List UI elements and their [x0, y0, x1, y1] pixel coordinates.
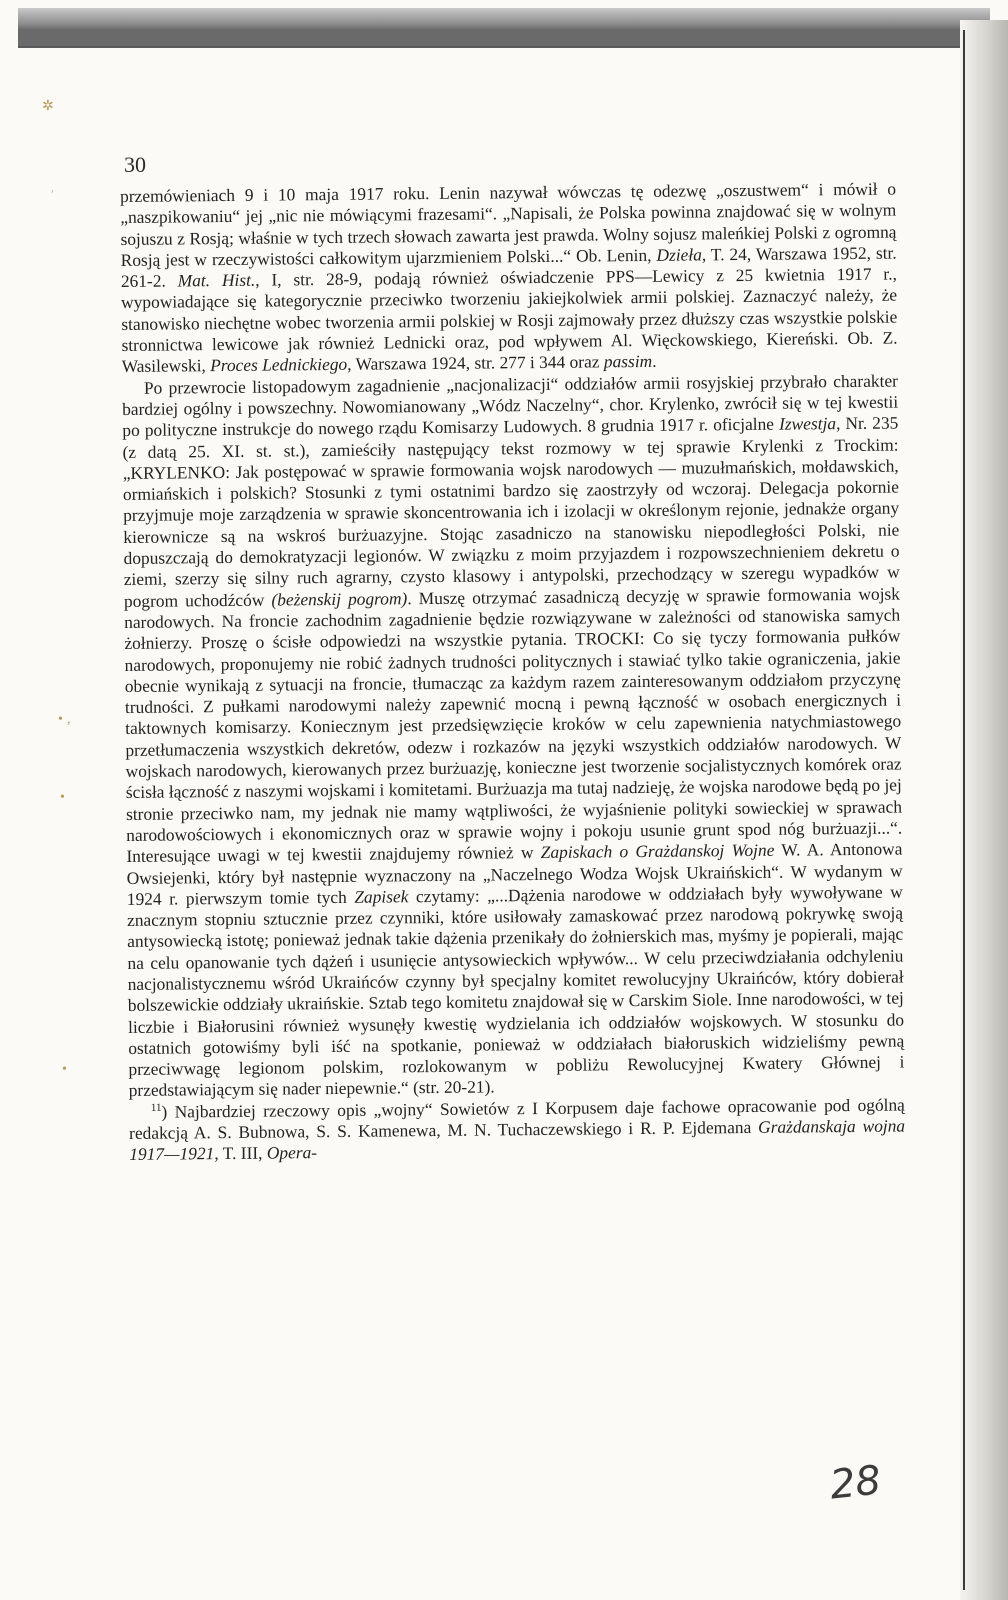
text-segment: czytamy: „...Dążenia narodowe w oddziałach były wywoływane w znacznym stopniu sztucznie przez czynniki, które usiłowały zamaskować przez narodową pokrywkę swoją antysowiecką istotę; ponieważ jednak takie dążenia przenikały do żołnierskich mas, myśmy je popierali, mając na celu opanowanie tych dążeń i usunięcie antysowieckich wpływów... W celu przeciwdziałania odchyleniu nacjonalistycznemu wśród Ukraińców czynny był specjalny komitet rewolucyjny Ukraińców, który dobierał bolszewickie oddziały ukraińskie. Sztab tego komitetu znajdował się w Carskim Siole. Inne narodowości, w tej liczbie i Białorusini również wysunęły kwestię wydzielania ich oddziałów wojskowych. W stosunku do ostatnich gotowiśmy byli iść na spotkanie, ponieważ w oddziałach białoruskich widzieliśmy pewną przeciwwagę legionom polskim, rozlokowanym w pobliżu Rewolucyjnej Kwatery Głównej i przedstawiającym się nader niepewnie.“ (str. 20-21). — [126, 881, 905, 1101]
scan-speck: ˒ — [50, 182, 55, 197]
italic-text: passim — [603, 351, 653, 372]
scan-speck: • — [60, 790, 65, 805]
footnote-paragraph — [129, 1094, 906, 1165]
footnote-marker: 11 — [150, 1101, 162, 1114]
italic-text: Proces Lednickiego — [210, 354, 348, 376]
italic-text: Dzieła — [656, 244, 702, 265]
scan-speck: • ‚ — [58, 712, 72, 727]
italic-text: Zapiskach o Grażdanskoj Wojne — [540, 839, 775, 863]
text-segment: , T. III, — [214, 1142, 267, 1164]
italic-text: Grażdanskaja wojna 1917—1921 — [129, 1115, 906, 1165]
text-segment: . — [652, 351, 657, 372]
italic-text: (beżenskij pogrom) — [271, 587, 408, 610]
italic-text: Zapisek — [354, 886, 409, 907]
page-number: 30 — [124, 152, 146, 177]
text-segment: , I, str. 28-9, podają również oświadczenie PPS—Lewicy z 25 kwietnia 1917 r., wypowiadające się kategorycznie przeciwko tworzeniu jakiejkolwiek armii polskiej. Zaznaczyć należy, że stanowisko niechętne wobec tworzenia armii polskiej w Rosji zajmowały przez dłuższy czas wszystkie polskie stronnictwa lewicowe jak również Lednicki oraz, pod wpływem Al. Więckowskiego, Kiereński. Ob. Z. Wasilewski, — [121, 263, 898, 377]
text-segment: , T. 24, Warszawa 1952, str. 261-2. — [120, 242, 897, 292]
text-segment: przemówieniach 9 i 10 maja 1917 roku. Lenin nazywał wówczas tę odezwę „oszustwem“ i mówił o „naszpikowaniu“ jej „nic nie mówiącymi frazesami“. „Napisali, że Polska powinna znajdować się w wolnym sojuszu z Rosją; właśnie w tych trzech słowach zawarta jest prawda. Wolny sojusz maleńkiej Polski z ogromną Rosją jest w rzeczywistości całkowitym ujarzmieniem Polski...“ Ob. Lenin, — [120, 178, 897, 270]
text-segment: W. A. Antonowa Owsiejenki, który był następnie wyznaczony na „Naczelnego Wodza Wojsk Ukraińskich“. W wydanym w 1924 r. pierwszym tomie tych — [126, 838, 903, 909]
text-segment: , Warszawa 1924, str. 277 i 344 oraz — [347, 351, 604, 375]
scan-speck: ✲ — [42, 99, 54, 114]
text-body — [120, 179, 905, 1166]
text-segment: . Muszę otrzymać zasadniczą decyzję w sprawie formowania wojsk narodowych. Na froncie zachodnim zagadnienie będzie rozwiązywane w zależności od stanowiska samych żołnierzy. Proszę o ścisłe odpowiedzi na wszystkie pytania. TROCKI: Co się tyczy formowania pułków narodowych, proponujemy nie robić żadnych trudności politycznych i stawiać tylko takie ograniczenia, jakie obecnie wynikają z sytuacji na froncie, tłumacząc za każdym razem zainteresowanym oddziałom przyczynę trudności. Z pułkami narodowymi należy zapewnić mocną i pewną łączność w osobach energicznych i taktownych komisarzy. Koniecznym jest przedsięwzięcie kroków w celu zapewnienia natychmiastowego przetłumaczenia wszystkich dekretów, odezw i rozkazów na języki wszystkich oddziałów narodowych. W wojskach narodowych, kierowanych przez burżuazję, konieczne jest tworzenie socjalistycznych komórek oraz ścisła łączność z naszymi wojskami i komitetami. Burżuazja ma tutaj nadzieję, że wojska narodowe będą po jej stronie przeciwko nam, my jednak nie mamy wątpliwości, że wyjaśnienie polityki sowieckiej w sprawach narodowościowych i ekonomicznych oraz w sprawie wojny i pokoju usunie grunt spod nóg burżuazji...“. Interesujące uwagi w tej kwestii znajdujemy również w — [124, 583, 903, 867]
scan-right-line — [963, 30, 965, 1590]
body-paragraph — [122, 370, 905, 1102]
scan-right-edge — [960, 20, 1008, 1600]
footnote-paragraph — [120, 179, 898, 378]
handwritten-page-number: 28 — [827, 1457, 884, 1509]
text-segment: ) Najbardziej rzeczowy opis „wojny“ Sowietów z I Korpusem daje fachowe opracowanie pod ogólną redakcją A. S. Bubnowa, S. S. Kamenewa, M. N. Tuchaczewskiego i R. P. Ejdemana — [128, 1094, 905, 1144]
italic-text: Izwestja — [778, 413, 837, 434]
italic-text: Opera- — [266, 1142, 318, 1163]
text-segment: Po przewrocie listopadowym zagadnienie „nacjonalizacji“ oddziałów armii rosyjskiej przybrało charakter bardziej ogólny i powszechny. Nowomianowany „Wódz Naczelny“, chor. Krylenko, zwrócił się w tej kwestii po polityczne instrukcje do nowego rządu Komisarzy Ludowych. 8 grudnia 1917 r. oficjalne — [122, 370, 899, 441]
scan-speck: • — [62, 1062, 67, 1077]
italic-text: Mat. Hist. — [177, 269, 256, 291]
text-segment: , Nr. 235 (z datą 25. XI. st. st.), zamieściły następujący tekst rozmowy w tej sprawie Krylenki z Trockim: „KRYLENKO: Jak postępować w sprawie formowania wojsk narodowych — muzułmańskich, mołdawskich, ormiańskich i polskich? Stosunki z tymi ostatnimi bardzo się zaostrzyły od wczoraj. Delegacja pokornie przyjmuje moje zarządzenia w sprawie skoncentrowania ich i izolacji w określonym rejonie, jednakże organy kierownicze są na wskroś burżuazyjne. Stojąc zasadniczo na stanowisku niepodległości Polski, nie dopuszczają do demokratyzacji legionów. W związku z moim przyjazdem i rozpowszechnieniem dekretu o ziemi, szerzy się silny ruch agrarny, czysto klasowy i antypolski, przechodzący w szeregu wypadków w pogrom uchodźców — [122, 412, 900, 611]
scan-top-band — [18, 30, 990, 46]
